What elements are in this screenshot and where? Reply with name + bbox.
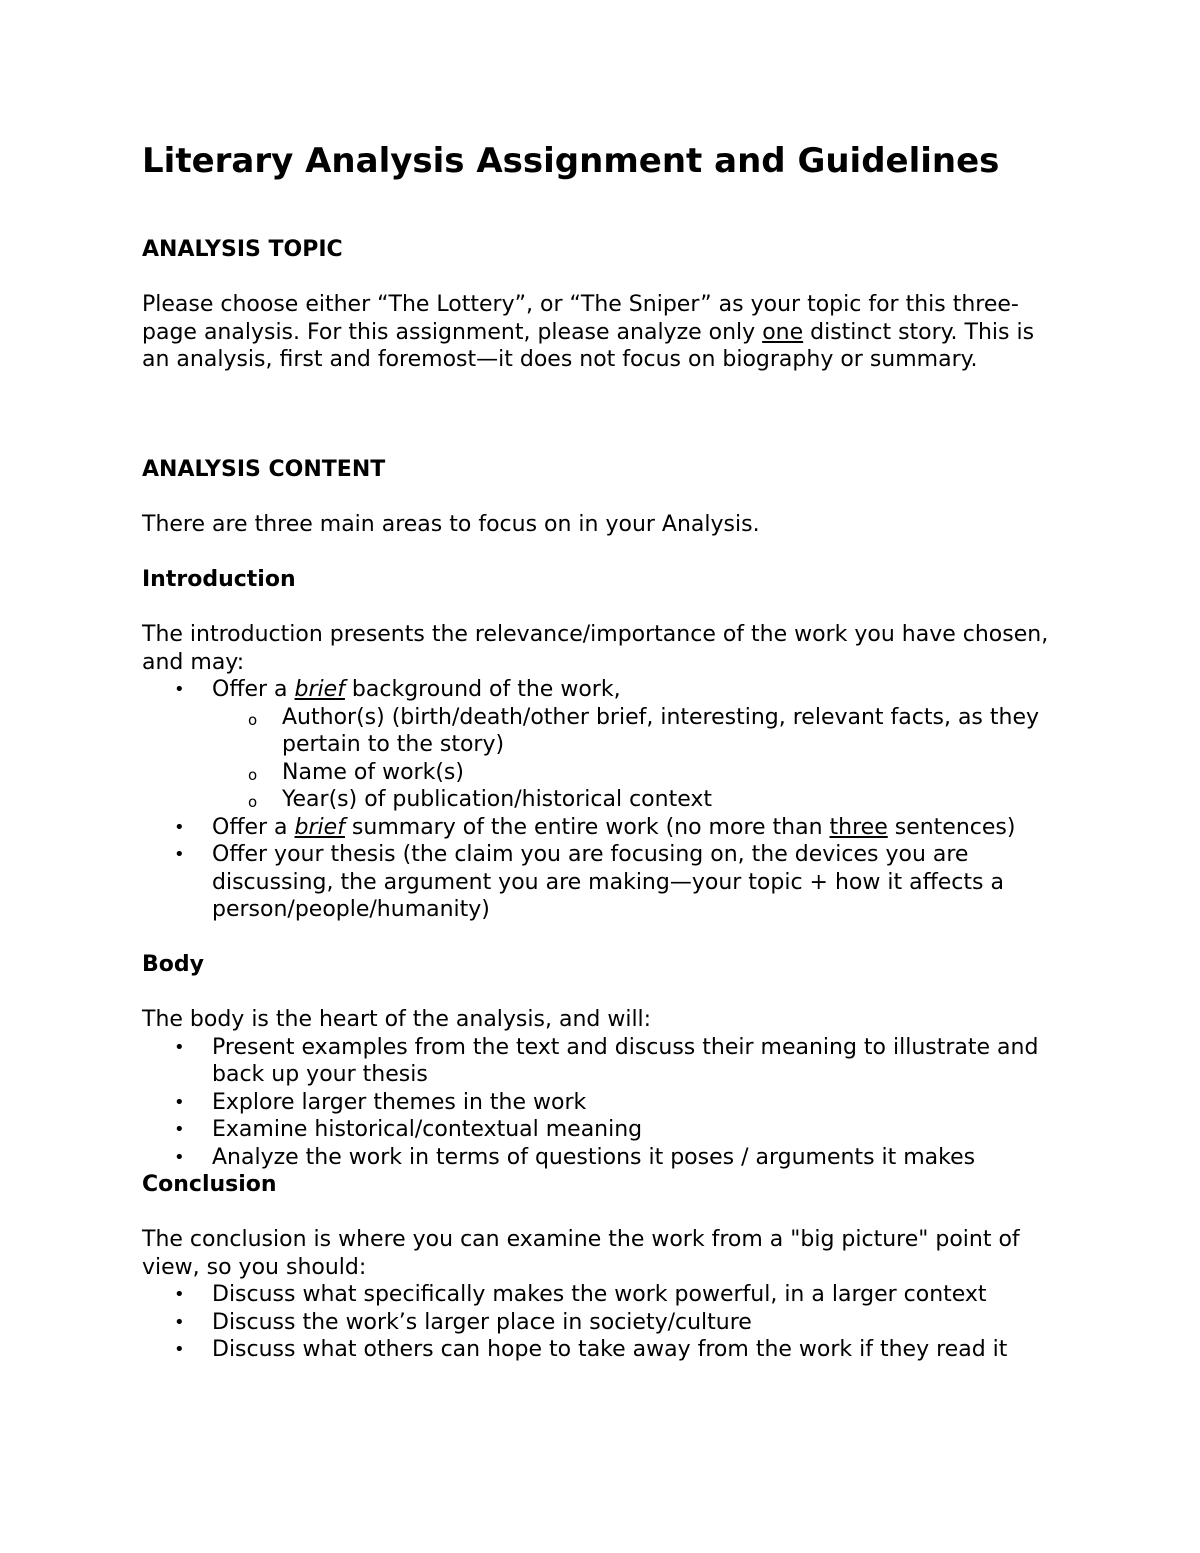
list-item: • Analyze the work in terms of questions it poses / arguments it makes xyxy=(212,1144,1057,1172)
content-section xyxy=(142,456,1057,484)
list-item: • Discuss what others can hope to take away from the work if they read it xyxy=(212,1336,1057,1364)
list-item xyxy=(212,676,1057,814)
introduction-sublist xyxy=(212,704,1057,814)
topic-text-before: Please choose either “The Lottery”, or “The Sniper” as your topic for this three-page analysis. For this assignment, please analyze only xyxy=(142,292,1019,345)
conclusion-lead: The conclusion is where you can examine the work from a "big picture" point of view, so you should: xyxy=(142,1227,1020,1280)
topic-paragraph xyxy=(142,291,1057,374)
document-title: Literary Analysis Assignment and Guidelines xyxy=(142,141,1000,181)
conclusion-section xyxy=(142,1226,1057,1364)
introduction-heading: Introduction xyxy=(142,567,296,592)
sub-list-item: o Year(s) of publication/historical context xyxy=(282,786,1057,814)
list-item: • Offer your thesis (the claim you are focusing on, the devices you are discussing, the argument you are making—your topic + how it affects a person/people/humanity) xyxy=(212,841,1057,924)
list-item: • Discuss the work’s larger place in society/culture xyxy=(212,1309,1057,1337)
list-item: • Examine historical/contextual meaning xyxy=(212,1116,1057,1144)
intro-b1-post: background of the work, xyxy=(344,677,621,702)
intro-b2-pre: Offer a xyxy=(212,814,295,840)
intro-b2-underlined: three xyxy=(829,814,888,840)
introduction-lead: The introduction presents the relevance/importance of the work you have chosen, and may: xyxy=(142,622,1049,675)
introduction-section xyxy=(142,621,1057,924)
topic-text-after: distinct story. This is an analysis, first and foremost—it does not focus on biography or summary. xyxy=(142,319,1035,372)
introduction-heading-block xyxy=(142,566,1057,594)
list-item: • Present examples from the text and discuss their meaning to illustrate and back up your thesis xyxy=(212,1034,1057,1089)
conclusion-list xyxy=(142,1281,1057,1364)
list-item: • Discuss what specifically makes the work powerful, in a larger context xyxy=(212,1281,1057,1309)
intro-b1-pre: Offer a xyxy=(212,677,295,702)
body-heading-block xyxy=(142,951,1057,979)
sub-list-item: o Name of work(s) xyxy=(282,759,1057,787)
conclusion-heading-block xyxy=(142,1171,1057,1199)
topic-heading: ANALYSIS TOPIC xyxy=(142,237,343,262)
conclusion-heading: Conclusion xyxy=(142,1172,277,1197)
topic-text-underlined: one xyxy=(762,319,804,345)
sub-list-item: o Author(s) (birth/death/other brief, interesting, relevant facts, as they pertain to the story) xyxy=(282,704,1057,759)
intro-b2-em: brief xyxy=(294,814,345,840)
body-list xyxy=(142,1034,1057,1172)
content-intro-line: There are three main areas to focus on in your Analysis. xyxy=(142,512,760,537)
body-heading: Body xyxy=(142,952,204,977)
list-item: • Explore larger themes in the work xyxy=(212,1089,1057,1117)
body-lead: The body is the heart of the analysis, and will: xyxy=(142,1007,652,1032)
introduction-list xyxy=(142,676,1057,924)
body-section xyxy=(142,1006,1057,1171)
intro-b2-post: sentences) xyxy=(887,814,1016,840)
intro-b1-em: brief xyxy=(294,677,345,702)
content-intro-block xyxy=(142,511,1057,539)
topic-section xyxy=(142,236,1057,264)
intro-b2-mid: summary of the entire work (no more than xyxy=(344,814,830,840)
topic-paragraph-block xyxy=(142,291,1057,374)
content-heading: ANALYSIS CONTENT xyxy=(142,457,386,482)
list-item xyxy=(212,814,1057,842)
